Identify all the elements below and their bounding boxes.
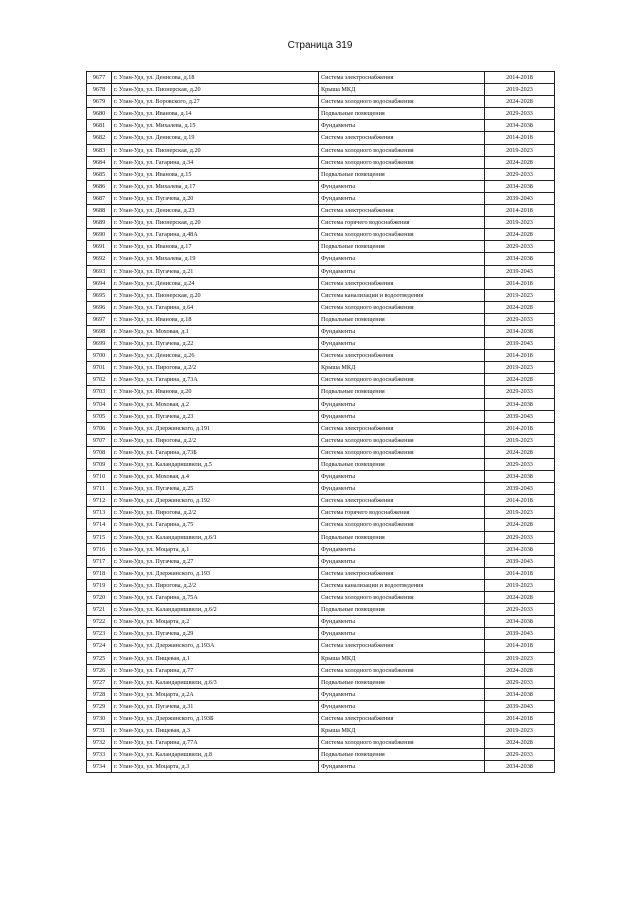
table-row (87, 676, 555, 688)
address-cell: г. Улан-Удэ, ул. Гагарина, д.77 (112, 664, 319, 676)
period-cell: 2019-2023 (485, 144, 555, 156)
address-cell: г. Улан-Удэ, ул. Денисова, д.19 (112, 132, 319, 144)
system-cell: Фундаменты (319, 120, 485, 132)
address-cell: г. Улан-Удэ, ул. Михалева, д.15 (112, 120, 319, 132)
table-row (87, 325, 555, 337)
address-cell: г. Улан-Удэ, ул. Гагарина, д.34 (112, 156, 319, 168)
system-cell: Система электроснабжения (319, 132, 485, 144)
row-number-cell: 9720 (87, 592, 112, 604)
table-row (87, 386, 555, 398)
table-row (87, 483, 555, 495)
system-cell: Подвальные помещения (319, 108, 485, 120)
address-cell: г. Улан-Удэ, ул. Гагарина, д.75А (112, 592, 319, 604)
table-row (87, 725, 555, 737)
row-number-cell: 9685 (87, 168, 112, 180)
address-cell: г. Улан-Удэ, ул. Пирогова, д.2/2 (112, 434, 319, 446)
period-cell: 2019-2023 (485, 725, 555, 737)
system-cell: Фундаменты (319, 616, 485, 628)
row-number-cell: 9684 (87, 156, 112, 168)
table-row (87, 700, 555, 712)
table-row (87, 205, 555, 217)
table-row (87, 192, 555, 204)
period-cell: 2024-2028 (485, 446, 555, 458)
system-cell: Система электроснабжения (319, 277, 485, 289)
address-cell: г. Улан-Удэ, ул. Пионерская, д.20 (112, 144, 319, 156)
table-row (87, 132, 555, 144)
table-row (87, 108, 555, 120)
table-row (87, 688, 555, 700)
address-cell: г. Улан-Удэ, ул. Каландаришвили, д.6/1 (112, 531, 319, 543)
row-number-cell: 9712 (87, 495, 112, 507)
table-row (87, 313, 555, 325)
row-number-cell: 9695 (87, 289, 112, 301)
register-table (86, 71, 555, 773)
period-cell: 2034-2038 (485, 398, 555, 410)
row-number-cell: 9702 (87, 374, 112, 386)
period-cell: 2024-2028 (485, 229, 555, 241)
address-cell: г. Улан-Удэ, ул. Моховая, д.2 (112, 398, 319, 410)
system-cell: Подвальные помещения (319, 168, 485, 180)
period-cell: 2034-2038 (485, 180, 555, 192)
row-number-cell: 9703 (87, 386, 112, 398)
row-number-cell: 9715 (87, 531, 112, 543)
table-row (87, 446, 555, 458)
table-row (87, 579, 555, 591)
system-cell: Система горячего водоснабжения (319, 217, 485, 229)
system-cell: Подвальные помещения (319, 459, 485, 471)
table-row (87, 616, 555, 628)
address-cell: г. Улан-Удэ, ул. Гагарина, д.48А (112, 229, 319, 241)
row-number-cell: 9717 (87, 555, 112, 567)
address-cell: г. Улан-Удэ, ул. Моцарта, д.3 (112, 761, 319, 773)
period-cell: 2034-2038 (485, 761, 555, 773)
address-cell: г. Улан-Удэ, ул. Каландаришвили, д.5 (112, 459, 319, 471)
row-number-cell: 9677 (87, 72, 112, 84)
system-cell: Подвальные помещения (319, 241, 485, 253)
table-row (87, 120, 555, 132)
system-cell: Подвальные помещения (319, 676, 485, 688)
period-cell: 2024-2028 (485, 156, 555, 168)
system-cell: Фундаменты (319, 700, 485, 712)
row-number-cell: 9726 (87, 664, 112, 676)
system-cell: Система холодного водоснабжения (319, 156, 485, 168)
system-cell: Система холодного водоснабжения (319, 519, 485, 531)
table-row (87, 398, 555, 410)
row-number-cell: 9721 (87, 604, 112, 616)
address-cell: г. Улан-Удэ, ул. Гагарина, д.75 (112, 519, 319, 531)
row-number-cell: 9680 (87, 108, 112, 120)
address-cell: г. Улан-Удэ, ул. Дзержинского, д.191 (112, 422, 319, 434)
system-cell: Подвальные помещения (319, 604, 485, 616)
address-cell: г. Улан-Удэ, ул. Пищевая, д.1 (112, 652, 319, 664)
period-cell: 2014-2018 (485, 132, 555, 144)
system-cell: Крыша МКД (319, 362, 485, 374)
system-cell: Фундаменты (319, 410, 485, 422)
address-cell: г. Улан-Удэ, ул. Иванова, д.20 (112, 386, 319, 398)
register-table-body (87, 72, 555, 773)
period-cell: 2019-2023 (485, 507, 555, 519)
table-row (87, 289, 555, 301)
period-cell: 2014-2018 (485, 712, 555, 724)
row-number-cell: 9709 (87, 459, 112, 471)
row-number-cell: 9696 (87, 301, 112, 313)
table-row (87, 156, 555, 168)
table-row (87, 737, 555, 749)
table-row (87, 422, 555, 434)
row-number-cell: 9705 (87, 410, 112, 422)
period-cell: 2029-2033 (485, 313, 555, 325)
row-number-cell: 9690 (87, 229, 112, 241)
address-cell: г. Улан-Удэ, ул. Гагарина, д.73Б (112, 446, 319, 458)
address-cell: г. Улан-Удэ, ул. Моцарта, д.2А (112, 688, 319, 700)
system-cell: Крыша МКД (319, 652, 485, 664)
row-number-cell: 9711 (87, 483, 112, 495)
system-cell: Система электроснабжения (319, 72, 485, 84)
row-number-cell: 9686 (87, 180, 112, 192)
address-cell: г. Улан-Удэ, ул. Дзержинского, д.193А (112, 640, 319, 652)
table-row (87, 168, 555, 180)
period-cell: 2024-2028 (485, 374, 555, 386)
period-cell: 2034-2038 (485, 616, 555, 628)
address-cell: г. Улан-Удэ, ул. Пирогова, д.2/2 (112, 507, 319, 519)
row-number-cell: 9700 (87, 350, 112, 362)
system-cell: Система холодного водоснабжения (319, 301, 485, 313)
address-cell: г. Улан-Удэ, ул. Пионерская, д.20 (112, 289, 319, 301)
period-cell: 2029-2033 (485, 168, 555, 180)
table-row (87, 144, 555, 156)
system-cell: Подвальные помещения (319, 386, 485, 398)
system-cell: Фундаменты (319, 543, 485, 555)
period-cell: 2029-2033 (485, 604, 555, 616)
table-row (87, 664, 555, 676)
system-cell: Система холодного водоснабжения (319, 96, 485, 108)
period-cell: 2019-2023 (485, 579, 555, 591)
system-cell: Система электроснабжения (319, 640, 485, 652)
period-cell: 2039-2043 (485, 628, 555, 640)
address-cell: г. Улан-Удэ, ул. Гагарина, д.73А (112, 374, 319, 386)
address-cell: г. Улан-Удэ, ул. Дзержинского, д.193Б (112, 712, 319, 724)
page-title: Страница 319 (287, 40, 353, 51)
row-number-cell: 9698 (87, 325, 112, 337)
row-number-cell: 9728 (87, 688, 112, 700)
system-cell: Подвальные помещения (319, 313, 485, 325)
table-row (87, 277, 555, 289)
system-cell: Система холодного водоснабжения (319, 664, 485, 676)
period-cell: 2034-2038 (485, 120, 555, 132)
address-cell: г. Улан-Удэ, ул. Каландаришвили, д.6/2 (112, 604, 319, 616)
row-number-cell: 9687 (87, 192, 112, 204)
table-row (87, 180, 555, 192)
period-cell: 2029-2033 (485, 108, 555, 120)
table-row (87, 507, 555, 519)
table-row (87, 217, 555, 229)
table-row (87, 761, 555, 773)
address-cell: г. Улан-Удэ, ул. Пугачева, д.27 (112, 555, 319, 567)
row-number-cell: 9727 (87, 676, 112, 688)
address-cell: г. Улан-Удэ, ул. Михалева, д.19 (112, 253, 319, 265)
address-cell: г. Улан-Удэ, ул. Пирогова, д.2/2 (112, 362, 319, 374)
table-row (87, 410, 555, 422)
period-cell: 2039-2043 (485, 555, 555, 567)
table-row (87, 72, 555, 84)
period-cell: 2014-2018 (485, 422, 555, 434)
period-cell: 2034-2038 (485, 471, 555, 483)
table-row (87, 543, 555, 555)
period-cell: 2014-2018 (485, 567, 555, 579)
period-cell: 2019-2023 (485, 434, 555, 446)
table-row (87, 555, 555, 567)
row-number-cell: 9692 (87, 253, 112, 265)
period-cell: 2034-2038 (485, 253, 555, 265)
address-cell: г. Улан-Удэ, ул. Иванова, д.17 (112, 241, 319, 253)
row-number-cell: 9719 (87, 579, 112, 591)
system-cell: Система холодного водоснабжения (319, 144, 485, 156)
row-number-cell: 9716 (87, 543, 112, 555)
table-row (87, 350, 555, 362)
address-cell: г. Улан-Удэ, ул. Пугачева, д.23 (112, 410, 319, 422)
system-cell: Система канализации и водоотведения (319, 579, 485, 591)
address-cell: г. Улан-Удэ, ул. Денисова, д.23 (112, 205, 319, 217)
row-number-cell: 9689 (87, 217, 112, 229)
row-number-cell: 9704 (87, 398, 112, 410)
period-cell: 2039-2043 (485, 410, 555, 422)
row-number-cell: 9734 (87, 761, 112, 773)
address-cell: г. Улан-Удэ, ул. Моцарта, д.2 (112, 616, 319, 628)
row-number-cell: 9682 (87, 132, 112, 144)
period-cell: 2034-2038 (485, 688, 555, 700)
period-cell: 2014-2018 (485, 640, 555, 652)
system-cell: Система электроснабжения (319, 350, 485, 362)
period-cell: 2014-2018 (485, 205, 555, 217)
table-row (87, 434, 555, 446)
address-cell: г. Улан-Удэ, ул. Гагарина, д.77А (112, 737, 319, 749)
period-cell: 2029-2033 (485, 531, 555, 543)
system-cell: Система холодного водоснабжения (319, 374, 485, 386)
period-cell: 2029-2033 (485, 676, 555, 688)
address-cell: г. Улан-Удэ, ул. Пугачева, д.22 (112, 338, 319, 350)
system-cell: Фундаменты (319, 180, 485, 192)
address-cell: г. Улан-Удэ, ул. Пугачева, д.20 (112, 192, 319, 204)
address-cell: г. Улан-Удэ, ул. Моховая, д.1 (112, 325, 319, 337)
address-cell: г. Улан-Удэ, ул. Пугачева, д.21 (112, 265, 319, 277)
period-cell: 2029-2033 (485, 241, 555, 253)
row-number-cell: 9724 (87, 640, 112, 652)
row-number-cell: 9697 (87, 313, 112, 325)
row-number-cell: 9678 (87, 84, 112, 96)
system-cell: Система холодного водоснабжения (319, 229, 485, 241)
system-cell: Система канализации и водоотведения (319, 289, 485, 301)
period-cell: 2014-2018 (485, 277, 555, 289)
period-cell: 2024-2028 (485, 519, 555, 531)
address-cell: г. Улан-Удэ, ул. Каландаришвили, д.6/3 (112, 676, 319, 688)
system-cell: Фундаменты (319, 398, 485, 410)
period-cell: 2024-2028 (485, 737, 555, 749)
address-cell: г. Улан-Удэ, ул. Михалева, д.17 (112, 180, 319, 192)
table-row (87, 749, 555, 761)
system-cell: Система электроснабжения (319, 205, 485, 217)
period-cell: 2024-2028 (485, 664, 555, 676)
table-row (87, 362, 555, 374)
address-cell: г. Улан-Удэ, ул. Иванова, д.14 (112, 108, 319, 120)
table-row (87, 241, 555, 253)
table-row (87, 253, 555, 265)
table-row (87, 628, 555, 640)
period-cell: 2014-2018 (485, 350, 555, 362)
row-number-cell: 9733 (87, 749, 112, 761)
row-number-cell: 9694 (87, 277, 112, 289)
period-cell: 2029-2033 (485, 749, 555, 761)
row-number-cell: 9710 (87, 471, 112, 483)
period-cell: 2019-2023 (485, 362, 555, 374)
row-number-cell: 9714 (87, 519, 112, 531)
system-cell: Система электроснабжения (319, 712, 485, 724)
system-cell: Фундаменты (319, 471, 485, 483)
system-cell: Фундаменты (319, 761, 485, 773)
row-number-cell: 9683 (87, 144, 112, 156)
row-number-cell: 9731 (87, 725, 112, 737)
row-number-cell: 9707 (87, 434, 112, 446)
address-cell: г. Улан-Удэ, ул. Иванова, д.18 (112, 313, 319, 325)
period-cell: 2019-2023 (485, 289, 555, 301)
address-cell: г. Улан-Удэ, ул. Каландаришвили, д.8 (112, 749, 319, 761)
period-cell: 2024-2028 (485, 592, 555, 604)
address-cell: г. Улан-Удэ, ул. Пугачева, д.25 (112, 483, 319, 495)
table-row (87, 471, 555, 483)
period-cell: 2039-2043 (485, 700, 555, 712)
row-number-cell: 9725 (87, 652, 112, 664)
row-number-cell: 9732 (87, 737, 112, 749)
system-cell: Крыша МКД (319, 725, 485, 737)
table-row (87, 265, 555, 277)
period-cell: 2024-2028 (485, 96, 555, 108)
system-cell: Фундаменты (319, 265, 485, 277)
address-cell: г. Улан-Удэ, ул. Дзержинского, д.192 (112, 495, 319, 507)
table-row (87, 229, 555, 241)
table-row (87, 84, 555, 96)
system-cell: Система электроснабжения (319, 567, 485, 579)
table-row (87, 495, 555, 507)
system-cell: Подвальные помещения (319, 749, 485, 761)
period-cell: 2014-2018 (485, 495, 555, 507)
row-number-cell: 9722 (87, 616, 112, 628)
row-number-cell: 9723 (87, 628, 112, 640)
table-row (87, 712, 555, 724)
row-number-cell: 9701 (87, 362, 112, 374)
system-cell: Фундаменты (319, 325, 485, 337)
table-row (87, 374, 555, 386)
table-row (87, 96, 555, 108)
address-cell: г. Улан-Удэ, ул. Иванова, д.15 (112, 168, 319, 180)
period-cell: 2019-2023 (485, 652, 555, 664)
table-row (87, 531, 555, 543)
period-cell: 2029-2033 (485, 386, 555, 398)
system-cell: Фундаменты (319, 192, 485, 204)
period-cell: 2029-2033 (485, 459, 555, 471)
period-cell: 2039-2043 (485, 192, 555, 204)
row-number-cell: 9688 (87, 205, 112, 217)
table-row (87, 592, 555, 604)
row-number-cell: 9706 (87, 422, 112, 434)
row-number-cell: 9691 (87, 241, 112, 253)
period-cell: 2019-2023 (485, 217, 555, 229)
table-row (87, 459, 555, 471)
table-row (87, 640, 555, 652)
period-cell: 2019-2023 (485, 84, 555, 96)
row-number-cell: 9730 (87, 712, 112, 724)
table-row (87, 567, 555, 579)
system-cell: Система холодного водоснабжения (319, 737, 485, 749)
system-cell: Система электроснабжения (319, 422, 485, 434)
address-cell: г. Улан-Удэ, ул. Моцарта, д.1 (112, 543, 319, 555)
row-number-cell: 9713 (87, 507, 112, 519)
system-cell: Система холодного водоснабжения (319, 446, 485, 458)
system-cell: Система горячего водоснабжения (319, 507, 485, 519)
system-cell: Система электроснабжения (319, 495, 485, 507)
system-cell: Фундаменты (319, 253, 485, 265)
system-cell: Фундаменты (319, 555, 485, 567)
address-cell: г. Улан-Удэ, ул. Пищевая, д.3 (112, 725, 319, 737)
period-cell: 2034-2038 (485, 543, 555, 555)
period-cell: 2014-2018 (485, 72, 555, 84)
period-cell: 2039-2043 (485, 338, 555, 350)
address-cell: г. Улан-Удэ, ул. Дзержинского, д.193 (112, 567, 319, 579)
address-cell: г. Улан-Удэ, ул. Моховая, д.4 (112, 471, 319, 483)
row-number-cell: 9693 (87, 265, 112, 277)
system-cell: Фундаменты (319, 483, 485, 495)
period-cell: 2034-2038 (485, 325, 555, 337)
system-cell: Подвальные помещения (319, 531, 485, 543)
address-cell: г. Улан-Удэ, ул. Пионерская, д.20 (112, 84, 319, 96)
address-cell: г. Улан-Удэ, ул. Воровского, д.27 (112, 96, 319, 108)
period-cell: 2039-2043 (485, 483, 555, 495)
row-number-cell: 9699 (87, 338, 112, 350)
address-cell: г. Улан-Удэ, ул. Пирогова, д.2/2 (112, 579, 319, 591)
system-cell: Фундаменты (319, 688, 485, 700)
row-number-cell: 9708 (87, 446, 112, 458)
table-row (87, 604, 555, 616)
row-number-cell: 9681 (87, 120, 112, 132)
address-cell: г. Улан-Удэ, ул. Денисова, д.24 (112, 277, 319, 289)
period-cell: 2024-2028 (485, 301, 555, 313)
table-row (87, 301, 555, 313)
table-row (87, 338, 555, 350)
system-cell: Система холодного водоснабжения (319, 592, 485, 604)
system-cell: Крыша МКД (319, 84, 485, 96)
address-cell: г. Улан-Удэ, ул. Пугачева, д.31 (112, 700, 319, 712)
system-cell: Фундаменты (319, 628, 485, 640)
row-number-cell: 9718 (87, 567, 112, 579)
system-cell: Система холодного водоснабжения (319, 434, 485, 446)
table-row (87, 519, 555, 531)
period-cell: 2039-2043 (485, 265, 555, 277)
address-cell: г. Улан-Удэ, ул. Пионерская, д.20 (112, 217, 319, 229)
row-number-cell: 9679 (87, 96, 112, 108)
table-row (87, 652, 555, 664)
system-cell: Фундаменты (319, 338, 485, 350)
address-cell: г. Улан-Удэ, ул. Гагарина, д.64 (112, 301, 319, 313)
address-cell: г. Улан-Удэ, ул. Денисова, д.18 (112, 72, 319, 84)
address-cell: г. Улан-Удэ, ул. Денисова, д.26 (112, 350, 319, 362)
address-cell: г. Улан-Удэ, ул. Пугачева, д.29 (112, 628, 319, 640)
row-number-cell: 9729 (87, 700, 112, 712)
